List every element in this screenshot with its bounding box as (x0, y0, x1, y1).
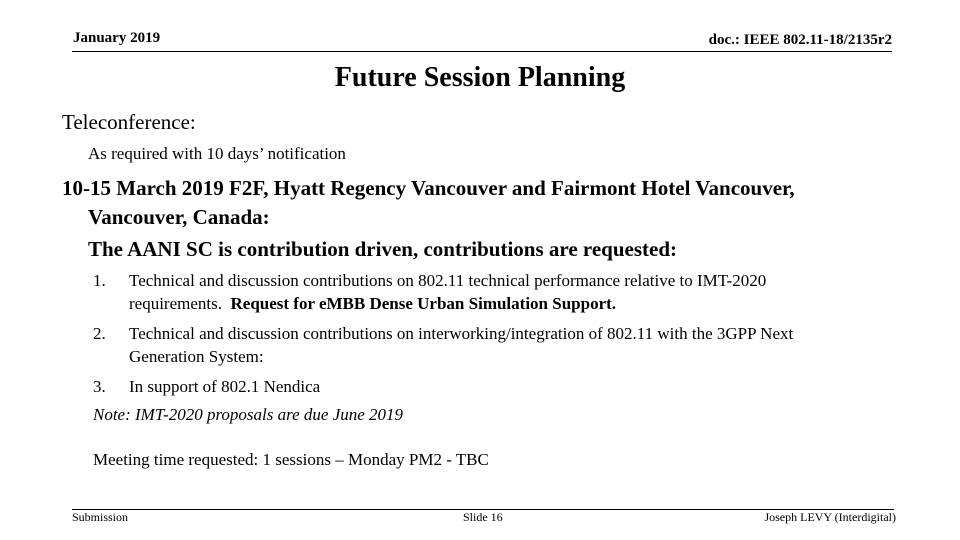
note-text: Note: IMT-2020 proposals are due June 2019 (93, 405, 404, 424)
meeting-time: Meeting time requested: 1 sessions – Monday PM2 - TBC (93, 450, 489, 469)
header-rule (72, 51, 892, 52)
header-doc-id: doc.: IEEE 802.11-18/2135r2 (708, 32, 892, 48)
header-date: January 2019 (73, 30, 161, 46)
list-item-1-line-2 (129, 294, 616, 314)
list-item-3-number: 3. (93, 377, 106, 396)
slide-title: Future Session Planning (334, 62, 626, 93)
teleconference-note: As required with 10 days’ notification (88, 144, 346, 163)
list-item-1-request: Request for eMBB Dense Urban Simulation Support. (230, 294, 617, 313)
list-item-1-line-2-text: requirements. (129, 294, 222, 313)
list-item-2-number: 2. (93, 324, 106, 343)
meeting-line-2: Vancouver, Canada: (88, 205, 270, 229)
footer-author: Joseph LEVY (Interdigital) (764, 510, 896, 524)
meeting-line-1: 10-15 March 2019 F2F, Hyatt Regency Vancouver and Fairmont Hotel Vancouver, (62, 176, 795, 200)
contribution-statement: The AANI SC is contribution driven, contributions are requested: (88, 237, 678, 261)
list-item-1-line-1: Technical and discussion contributions on 802.11 technical performance relative to IMT-2020 (129, 271, 767, 290)
footer-left: Submission (72, 510, 129, 524)
footer-slide-number: Slide 16 (463, 510, 503, 524)
list-item-2-line-2: Generation System: (129, 347, 264, 366)
teleconference-heading: Teleconference: (62, 110, 196, 134)
list-item-2-line-1: Technical and discussion contributions on interworking/integration of 802.11 with the 3GPP Next (129, 324, 794, 343)
list-item-3-line-1: In support of 802.1 Nendica (129, 377, 321, 396)
list-item-1-number: 1. (93, 271, 106, 290)
